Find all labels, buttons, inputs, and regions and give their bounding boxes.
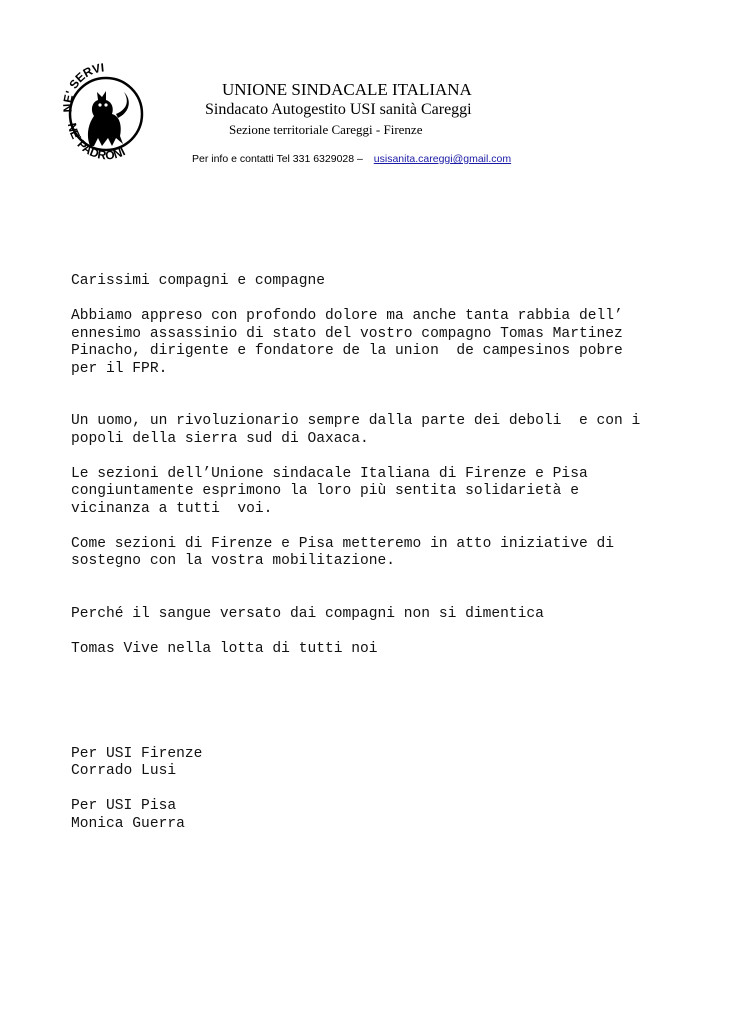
greeting: Carissimi compagni e compagne [71, 273, 325, 289]
org-section: Sezione territoriale Careggi - Firenze [229, 122, 423, 137]
signature-label: Per USI Pisa [71, 798, 177, 814]
org-title: UNIONE SINDACALE ITALIANA [222, 80, 472, 99]
signature-name: Monica Guerra [71, 815, 185, 832]
contact-text: Per info e contatti Tel 331 6329028 – [192, 153, 363, 165]
logo-bottom-text: NE' PADRONI [64, 121, 128, 160]
org-subtitle: Sindacato Autogestito USI sanità Careggi [205, 101, 472, 118]
contact-email-link[interactable]: usisanita.careggi@gmail.com [373, 153, 512, 165]
closing-line: Tomas Vive nella lotta di tutti noi [71, 640, 378, 657]
signature-name: Corrado Lusi [71, 763, 177, 779]
usi-logo [60, 60, 152, 160]
black-cat-icon [88, 91, 129, 146]
paragraph-2: Un uomo, un rivoluzionario sempre dalla parte dei deboli e con i popoli della sierra sud di Oaxaca. [71, 413, 641, 447]
letter-body [71, 273, 691, 833]
paragraph-4: Come sezioni di Firenze e Pisa metteremo in atto iniziative di sostegno con la vostra mobilitazione. [71, 535, 614, 569]
paragraph-5: Perché il sangue versato dai compagni non si dimentica [71, 605, 544, 622]
contact-line [192, 153, 511, 165]
logo-top-text: NE' SERVI [60, 60, 105, 113]
signature-label: Per USI Firenze [71, 745, 203, 762]
paragraph-3: Le sezioni dell’Unione sindacale Italiana di Firenze e Pisa congiuntamente esprimono la loro più sentita solidarietà e vicinanza a tutti voi. [71, 465, 588, 517]
paragraph-1: Abbiamo appreso con profondo dolore ma anche tanta rabbia dell’ ennesimo assassinio di stato del vostro compagno Tomas Martinez Pinacho, dirigente e fondatore de la union de campesinos pobre per il FPR. [71, 308, 623, 377]
